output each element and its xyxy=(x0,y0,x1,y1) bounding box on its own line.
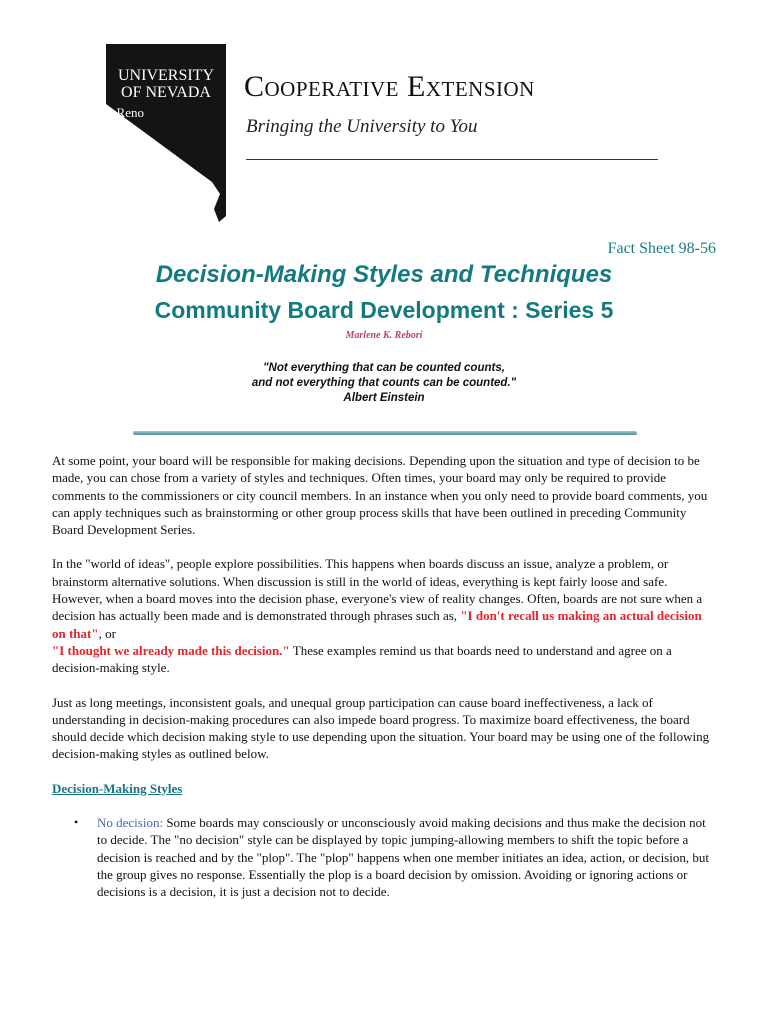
section-divider xyxy=(133,431,637,435)
extension-tagline: Bringing the University to You xyxy=(246,116,478,137)
logo-line-1: UNIVERSITY xyxy=(118,67,214,84)
quote-line-2: and not everything that counts can be counted." xyxy=(251,377,517,389)
document-title: Decision-Making Styles and Techniques xyxy=(155,261,613,288)
list-item xyxy=(74,814,718,900)
style-term: No decision: xyxy=(97,815,164,831)
extension-title: Cooperative Extension xyxy=(244,70,535,103)
styles-list xyxy=(52,814,718,900)
quote-highlight-1: "I don't recall us making an actual decision on that" xyxy=(52,608,702,641)
header xyxy=(0,0,768,240)
paragraph-world-of-ideas xyxy=(52,555,718,676)
paragraph-intro: At some point, your board will be responsible for making decisions. Depending upon the situation and type of decision to be made, you can chose from a variety of styles and techniques. Often times, your board may only be required to provide comments to the commissioners or city council members. In an instance when you only need to provide board comments, you can apply techniques such as brainstorming or other group process skills that have been outlined in preceding Community Board Development Series. xyxy=(52,453,708,538)
style-description: Some boards may consciously or unconsciously avoid making decisions and thus make the decision not to decide. The "no decision" style can be displayed by topic jumping-allowing members to shift the topic before a decision is reached and by the "plop". The "plop" happens when one member initiates an idea, action, or decision, but the group gives no response. Essentially the plop is a board decision by omission. Avoiding or ignoring actions or decisions is a decision, it is just a decision not to decide. xyxy=(97,815,709,900)
p2-text-c: These examples remind us that boards need to understand and agree on a decision-making style. xyxy=(52,642,672,676)
bullet-icon: • xyxy=(74,815,79,830)
body-content xyxy=(52,452,718,901)
quote-highlight-2: "I thought we already made this decision." xyxy=(52,642,290,658)
p2-text-b: , or xyxy=(98,625,116,641)
fact-sheet-number: Fact Sheet 98-56 xyxy=(607,240,716,257)
p2-text-a: In the "world of ideas", people explore possibilities. This happens when boards discuss an issue, analyze a problem, or brainstorm alternative solutions. When discussion is still in the world of ideas, everything is kept fairly loose and safe. However, when a board moves into the decision phase, everyone's view of reality changes. Often, boards are not sure when a decision has actually been made and is demonstrated through phrases such as, xyxy=(52,556,703,624)
header-rule xyxy=(246,159,658,160)
author: Marlene K. Rebori xyxy=(345,330,423,341)
quote xyxy=(0,361,768,406)
quote-attribution: Albert Einstein xyxy=(343,392,425,404)
document-series-title: Community Board Development : Series 5 xyxy=(154,297,614,323)
logo-line-3: •Reno xyxy=(112,105,144,120)
nevada-state-logo xyxy=(106,44,226,224)
quote-line-1: "Not everything that can be counted counts, xyxy=(263,362,505,374)
paragraph-effectiveness: Just as long meetings, inconsistent goals, and unequal group participation can cause board ineffectiveness, a lack of understanding in decision-making procedures can also impede board progress. To maximize board effectiveness, the board should decide which decision making style to use depending upon the situation. Your board may be using one of the following decision-making styles as outlined below. xyxy=(52,694,710,762)
logo-line-2: OF NEVADA xyxy=(121,84,211,101)
section-heading-decision-making-styles: Decision-Making Styles xyxy=(52,780,183,796)
